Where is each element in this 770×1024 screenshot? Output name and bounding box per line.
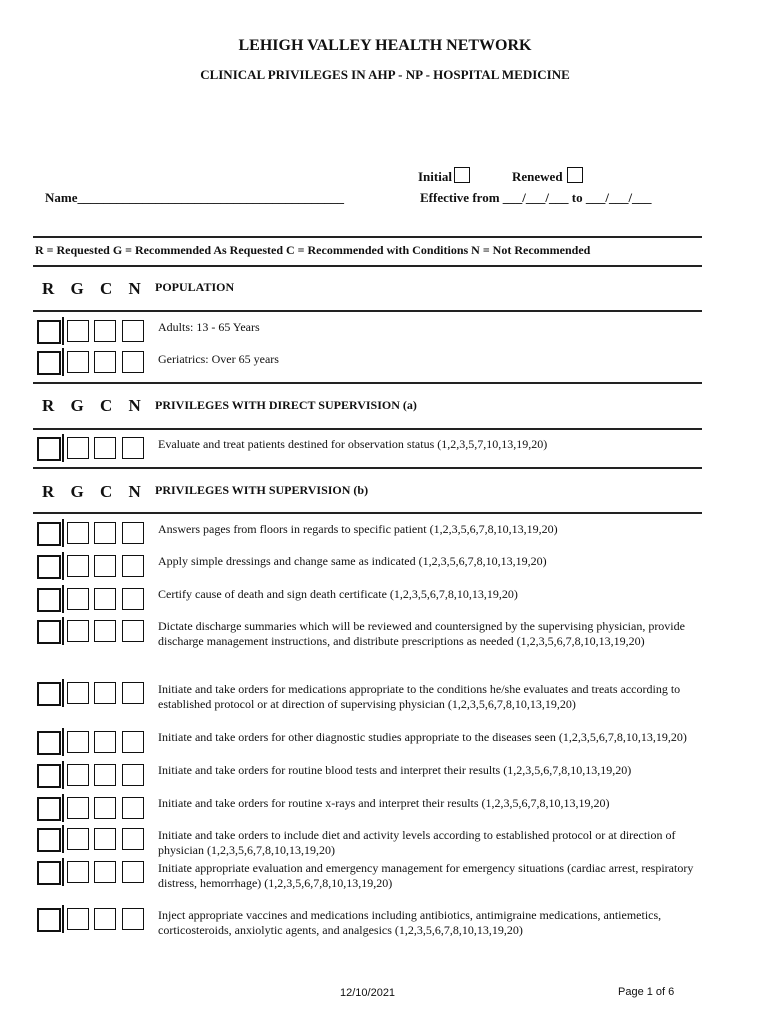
- privilege-item: Initiate and take orders for other diagnostic studies appropriate to the diseases seen (1,2,3,5,6,7,8,10,13,19,20): [158, 730, 687, 744]
- privilege-item: Adults: 13 - 65 Years: [158, 320, 260, 334]
- legend: R = Requested G = Recommended As Requested C = Recommended with Conditions N = Not Recommended: [35, 243, 591, 257]
- checkbox-n[interactable]: [122, 437, 144, 459]
- checkbox-n[interactable]: [122, 320, 144, 342]
- checkbox-n[interactable]: [122, 620, 144, 642]
- checkbox-r[interactable]: [37, 731, 61, 755]
- checkbox-n[interactable]: [122, 861, 144, 883]
- checkbox-c[interactable]: [94, 828, 116, 850]
- checkbox-g[interactable]: [67, 437, 89, 459]
- privilege-item: Initiate and take orders for medications appropriate to the conditions he/she evaluates and treats according to established protocol or at direction of supervising physician (1,2,3,5,6,7,8,10,13,19,20): [158, 682, 681, 711]
- initial-field: [418, 167, 470, 185]
- column-letters: R G C N: [42, 482, 141, 501]
- checkbox-r[interactable]: [37, 682, 61, 706]
- checkbox-g[interactable]: [67, 861, 89, 883]
- checkbox-r[interactable]: [37, 522, 61, 546]
- privilege-item: Inject appropriate vaccines and medications including antibiotics, antimigraine medications, antiemetics, corticosteroids, anxiolytic agents, and analgesics (1,2,3,5,6,7,8,10,13,19,20): [158, 908, 662, 937]
- checkbox-r[interactable]: [37, 437, 61, 461]
- divider: [33, 310, 702, 312]
- checkbox-n[interactable]: [122, 682, 144, 704]
- checkbox-c[interactable]: [94, 908, 116, 930]
- initial-label: Initial: [418, 169, 452, 184]
- privilege-item: Initiate and take orders to include diet and activity levels according to established protocol or at direction of physician (1,2,3,5,6,7,8,10,13,19,20): [158, 828, 676, 857]
- checkbox-n[interactable]: [122, 797, 144, 819]
- privilege-item: Initiate and take orders for routine x-rays and interpret their results (1,2,3,5,6,7,8,10,13,19,20): [158, 796, 610, 810]
- divider: [33, 265, 702, 267]
- checkbox-g[interactable]: [67, 682, 89, 704]
- checkbox-r[interactable]: [37, 555, 61, 579]
- privilege-item: Evaluate and treat patients destined for observation status (1,2,3,5,7,10,13,19,20): [158, 437, 548, 451]
- privilege-item: Answers pages from floors in regards to specific patient (1,2,3,5,6,7,8,10,13,19,20): [158, 522, 558, 536]
- checkbox-c[interactable]: [94, 351, 116, 373]
- checkbox-c[interactable]: [94, 764, 116, 786]
- checkbox-n[interactable]: [122, 908, 144, 930]
- renewed-checkbox[interactable]: [567, 167, 583, 183]
- checkbox-g[interactable]: [67, 828, 89, 850]
- checkbox-g[interactable]: [67, 908, 89, 930]
- checkbox-r[interactable]: [37, 588, 61, 612]
- checkbox-c[interactable]: [94, 731, 116, 753]
- checkbox-g[interactable]: [67, 588, 89, 610]
- checkbox-n[interactable]: [122, 522, 144, 544]
- section-title-population: POPULATION: [155, 280, 235, 294]
- checkbox-r[interactable]: [37, 908, 61, 932]
- checkbox-r[interactable]: [37, 861, 61, 885]
- checkbox-c[interactable]: [94, 555, 116, 577]
- checkbox-n[interactable]: [122, 764, 144, 786]
- checkbox-r[interactable]: [37, 620, 61, 644]
- checkbox-c[interactable]: [94, 797, 116, 819]
- privilege-item: Initiate and take orders for routine blood tests and interpret their results (1,2,3,5,6,7,8,10,13,19,20): [158, 763, 632, 777]
- checkbox-g[interactable]: [67, 731, 89, 753]
- privilege-item: Apply simple dressings and change same as indicated (1,2,3,5,6,7,8,10,13,19,20): [158, 554, 547, 568]
- divider: [33, 382, 702, 384]
- checkbox-r[interactable]: [37, 351, 61, 375]
- checkbox-c[interactable]: [94, 682, 116, 704]
- name-field[interactable]: Name_________________________________________: [45, 190, 344, 205]
- footer-date: 12/10/2021: [340, 987, 396, 999]
- checkbox-g[interactable]: [67, 555, 89, 577]
- checkbox-c[interactable]: [94, 620, 116, 642]
- checkbox-c[interactable]: [94, 437, 116, 459]
- checkbox-g[interactable]: [67, 522, 89, 544]
- checkbox-r[interactable]: [37, 764, 61, 788]
- checkbox-n[interactable]: [122, 731, 144, 753]
- privilege-item: Dictate discharge summaries which will be reviewed and countersigned by the supervising physician, provide discharge management instructions, and distribute prescriptions as needed (1,2,3,5,6,7,8,10,13,19,20): [158, 619, 685, 648]
- effective-dates-field[interactable]: Effective from ___/___/___ to ___/___/___: [420, 190, 652, 205]
- privilege-item: Certify cause of death and sign death certificate (1,2,3,5,6,7,8,10,13,19,20): [158, 587, 518, 601]
- checkbox-g[interactable]: [67, 764, 89, 786]
- document-subtitle: CLINICAL PRIVILEGES IN AHP - NP - HOSPITAL MEDICINE: [200, 67, 570, 82]
- checkbox-c[interactable]: [94, 588, 116, 610]
- divider: [33, 236, 702, 238]
- footer-page-number: Page 1 of 6: [618, 986, 675, 998]
- checkbox-r[interactable]: [37, 797, 61, 821]
- divider: [33, 512, 702, 514]
- column-letters: R G C N: [42, 396, 141, 415]
- checkbox-g[interactable]: [67, 320, 89, 342]
- checkbox-n[interactable]: [122, 588, 144, 610]
- privilege-item: Geriatrics: Over 65 years: [158, 352, 279, 366]
- divider: [33, 467, 702, 469]
- checkbox-g[interactable]: [67, 620, 89, 642]
- initial-checkbox[interactable]: [454, 167, 470, 183]
- checkbox-r[interactable]: [37, 320, 61, 344]
- section-title-direct-supervision: PRIVILEGES WITH DIRECT SUPERVISION (a): [155, 398, 417, 412]
- checkbox-g[interactable]: [67, 351, 89, 373]
- checkbox-n[interactable]: [122, 351, 144, 373]
- document-title: LEHIGH VALLEY HEALTH NETWORK: [238, 37, 532, 54]
- column-letters: R G C N: [42, 279, 141, 298]
- checkbox-g[interactable]: [67, 797, 89, 819]
- checkbox-c[interactable]: [94, 522, 116, 544]
- section-title-supervision: PRIVILEGES WITH SUPERVISION (b): [155, 483, 369, 497]
- checkbox-c[interactable]: [94, 320, 116, 342]
- checkbox-c[interactable]: [94, 861, 116, 883]
- divider: [33, 428, 702, 430]
- checkbox-n[interactable]: [122, 828, 144, 850]
- checkbox-r[interactable]: [37, 828, 61, 852]
- renewed-label: Renewed: [512, 169, 563, 184]
- renewed-field: [512, 167, 583, 185]
- checkbox-n[interactable]: [122, 555, 144, 577]
- privilege-item: Initiate appropriate evaluation and emergency management for emergency situations (cardiac arrest, respiratory distress, hemorrhage) (1,2,3,5,6,7,8,10,13,19,20): [158, 861, 694, 890]
